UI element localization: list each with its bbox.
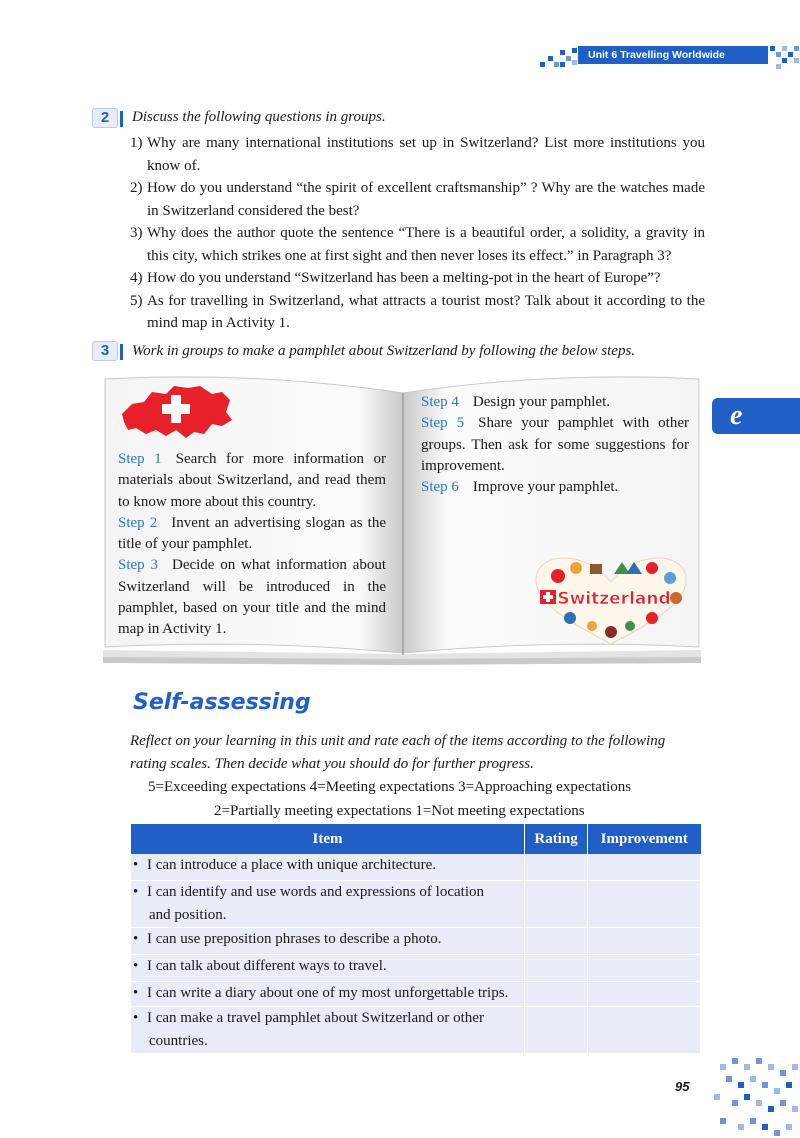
question-text: How do you understand “the spirit of excellent craftsmanship” ? Why are the watches made in Switzerland considered the best? xyxy=(147,180,705,219)
step-text: Design your pamphlet. xyxy=(472,394,610,410)
step-label: Step 2 xyxy=(118,514,158,531)
question-number: 3) xyxy=(130,225,143,241)
column-header-item: Item xyxy=(131,824,525,854)
page-number: 95 xyxy=(675,1079,690,1094)
improvement-cell[interactable] xyxy=(588,955,701,982)
item-cell xyxy=(131,982,525,1007)
item-line xyxy=(133,854,524,877)
table-row xyxy=(131,982,701,1007)
rating-scale-line-1: 5=Exceeding expectations 4=Meeting expectations 3=Approaching expectations xyxy=(148,779,632,795)
bullet-icon: • xyxy=(133,985,139,1001)
footer-pixel-decoration xyxy=(690,1058,800,1138)
item-line xyxy=(133,928,524,951)
step-label: Step 5 xyxy=(421,415,465,432)
question-item xyxy=(130,267,705,290)
step-label: Step 3 xyxy=(118,557,158,574)
step-text: Decide on what information about Switzerland will be introduced in the pamphlet, based on your title and the mind map in Activity 1. xyxy=(118,557,386,638)
question-number: 1) xyxy=(130,135,143,151)
item-text-continued: and position. xyxy=(149,907,227,923)
step-5 xyxy=(421,413,689,477)
item-cell xyxy=(131,955,525,982)
step-text: Improve your pamphlet. xyxy=(472,479,619,496)
question-item xyxy=(130,290,705,335)
table-row xyxy=(131,881,701,928)
pamphlet-steps-left xyxy=(118,449,386,641)
question-item xyxy=(130,222,705,267)
question-number: 2) xyxy=(130,180,143,196)
step-2 xyxy=(118,513,386,556)
item-text: I can introduce a place with unique architecture. xyxy=(147,857,437,873)
question-text: As for travelling in Switzerland, what attracts a tourist most? Talk about it according to the mind map in Activity 1. xyxy=(147,292,705,331)
step-label: Step 6 xyxy=(421,479,459,496)
activity-number-3: 3 xyxy=(92,341,118,361)
rating-cell[interactable] xyxy=(525,1007,588,1054)
question-number: 5) xyxy=(130,292,143,309)
self-assessing-instruction: Reflect on your learning in this unit and rate each of the items according to the following rating scales. Then decide what you should do for further progress. xyxy=(130,733,666,772)
side-tab-e-icon: e xyxy=(730,400,743,431)
improvement-cell[interactable] xyxy=(588,881,701,928)
step-text: Share your pamphlet with other groups. Then ask for some suggestions for improvement. xyxy=(421,415,689,474)
step-1 xyxy=(118,449,386,513)
bullet-icon: • xyxy=(133,884,139,900)
bullet-icon: • xyxy=(133,857,139,873)
item-cell xyxy=(131,1007,525,1054)
item-text: I can use preposition phrases to describe a photo. xyxy=(147,931,442,947)
step-label: Step 1 xyxy=(118,451,162,467)
activity3-instruction: Work in groups to make a pamphlet about Switzerland by following the below steps. xyxy=(132,343,636,359)
step-text: Search for more information or materials about Switzerland, and read them to know more about this country. xyxy=(118,451,387,510)
item-line xyxy=(133,1007,524,1030)
item-text-continued: countries. xyxy=(149,1033,208,1049)
item-text: I can identify and use words and expressions of location xyxy=(147,884,484,900)
item-text: I can write a diary about one of my most unforgettable trips. xyxy=(147,985,509,1001)
item-text: I can talk about different ways to travel. xyxy=(147,958,387,974)
bullet-icon: • xyxy=(133,931,139,947)
item-line xyxy=(133,881,524,904)
switzerland-flag-map xyxy=(118,384,234,440)
step-6 xyxy=(421,477,689,498)
column-header-improvement: Improvement xyxy=(588,824,701,854)
rating-cell[interactable] xyxy=(525,854,588,881)
question-number: 4) xyxy=(130,270,143,286)
column-header-rating: Rating xyxy=(525,824,588,854)
rating-cell[interactable] xyxy=(525,928,588,955)
rating-cell[interactable] xyxy=(525,982,588,1007)
question-item xyxy=(130,132,705,177)
unit-label: Unit 6 Travelling Worldwide xyxy=(588,49,725,61)
step-label: Step 4 xyxy=(421,394,459,410)
improvement-cell[interactable] xyxy=(588,928,701,955)
collage-title: Switzerland xyxy=(557,589,671,609)
step-text: Invent an advertising slogan as the title of your pamphlet. xyxy=(118,514,386,553)
pamphlet-steps-right xyxy=(421,392,689,498)
table-row xyxy=(131,928,701,955)
self-assessment-table xyxy=(131,824,701,1054)
rating-cell[interactable] xyxy=(525,955,588,982)
item-line xyxy=(133,955,524,978)
bullet-icon: • xyxy=(133,1010,139,1026)
item-cell xyxy=(131,854,525,881)
table-header-row xyxy=(131,824,701,854)
question-text: Why are many international institutions set up in Switzerland? List more institutions you know of. xyxy=(147,135,705,174)
question-text: Why does the author quote the sentence “There is a beautiful order, a solidity, a gravity in this city, which strikes one at first sight and then never loses its effect.” in Paragraph 3? xyxy=(147,225,705,264)
item-cell xyxy=(131,881,525,928)
side-tab xyxy=(712,398,800,434)
activity2-instruction: Discuss the following questions in groups. xyxy=(132,109,386,125)
improvement-cell[interactable] xyxy=(588,982,701,1007)
step-4 xyxy=(421,392,689,413)
discussion-questions xyxy=(130,132,705,335)
table-row xyxy=(131,1007,701,1054)
rating-scale-line-2: 2=Partially meeting expectations 1=Not meeting expectations xyxy=(214,803,585,819)
question-item xyxy=(130,177,705,222)
improvement-cell[interactable] xyxy=(588,854,701,881)
bullet-icon: • xyxy=(133,958,139,974)
item-line xyxy=(133,982,524,1005)
item-cell xyxy=(131,928,525,955)
switzerland-heart-collage xyxy=(530,556,692,646)
step-3 xyxy=(118,555,386,640)
table-row xyxy=(131,854,701,881)
improvement-cell[interactable] xyxy=(588,1007,701,1054)
item-text: I can make a travel pamphlet about Switzerland or other xyxy=(147,1010,484,1026)
question-text: How do you understand “Switzerland has been a melting-pot in the heart of Europe”? xyxy=(147,270,661,286)
rating-cell[interactable] xyxy=(525,881,588,928)
table-row xyxy=(131,955,701,982)
section-title: Self-assessing xyxy=(133,690,311,715)
activity-number-2: 2 xyxy=(92,108,118,128)
